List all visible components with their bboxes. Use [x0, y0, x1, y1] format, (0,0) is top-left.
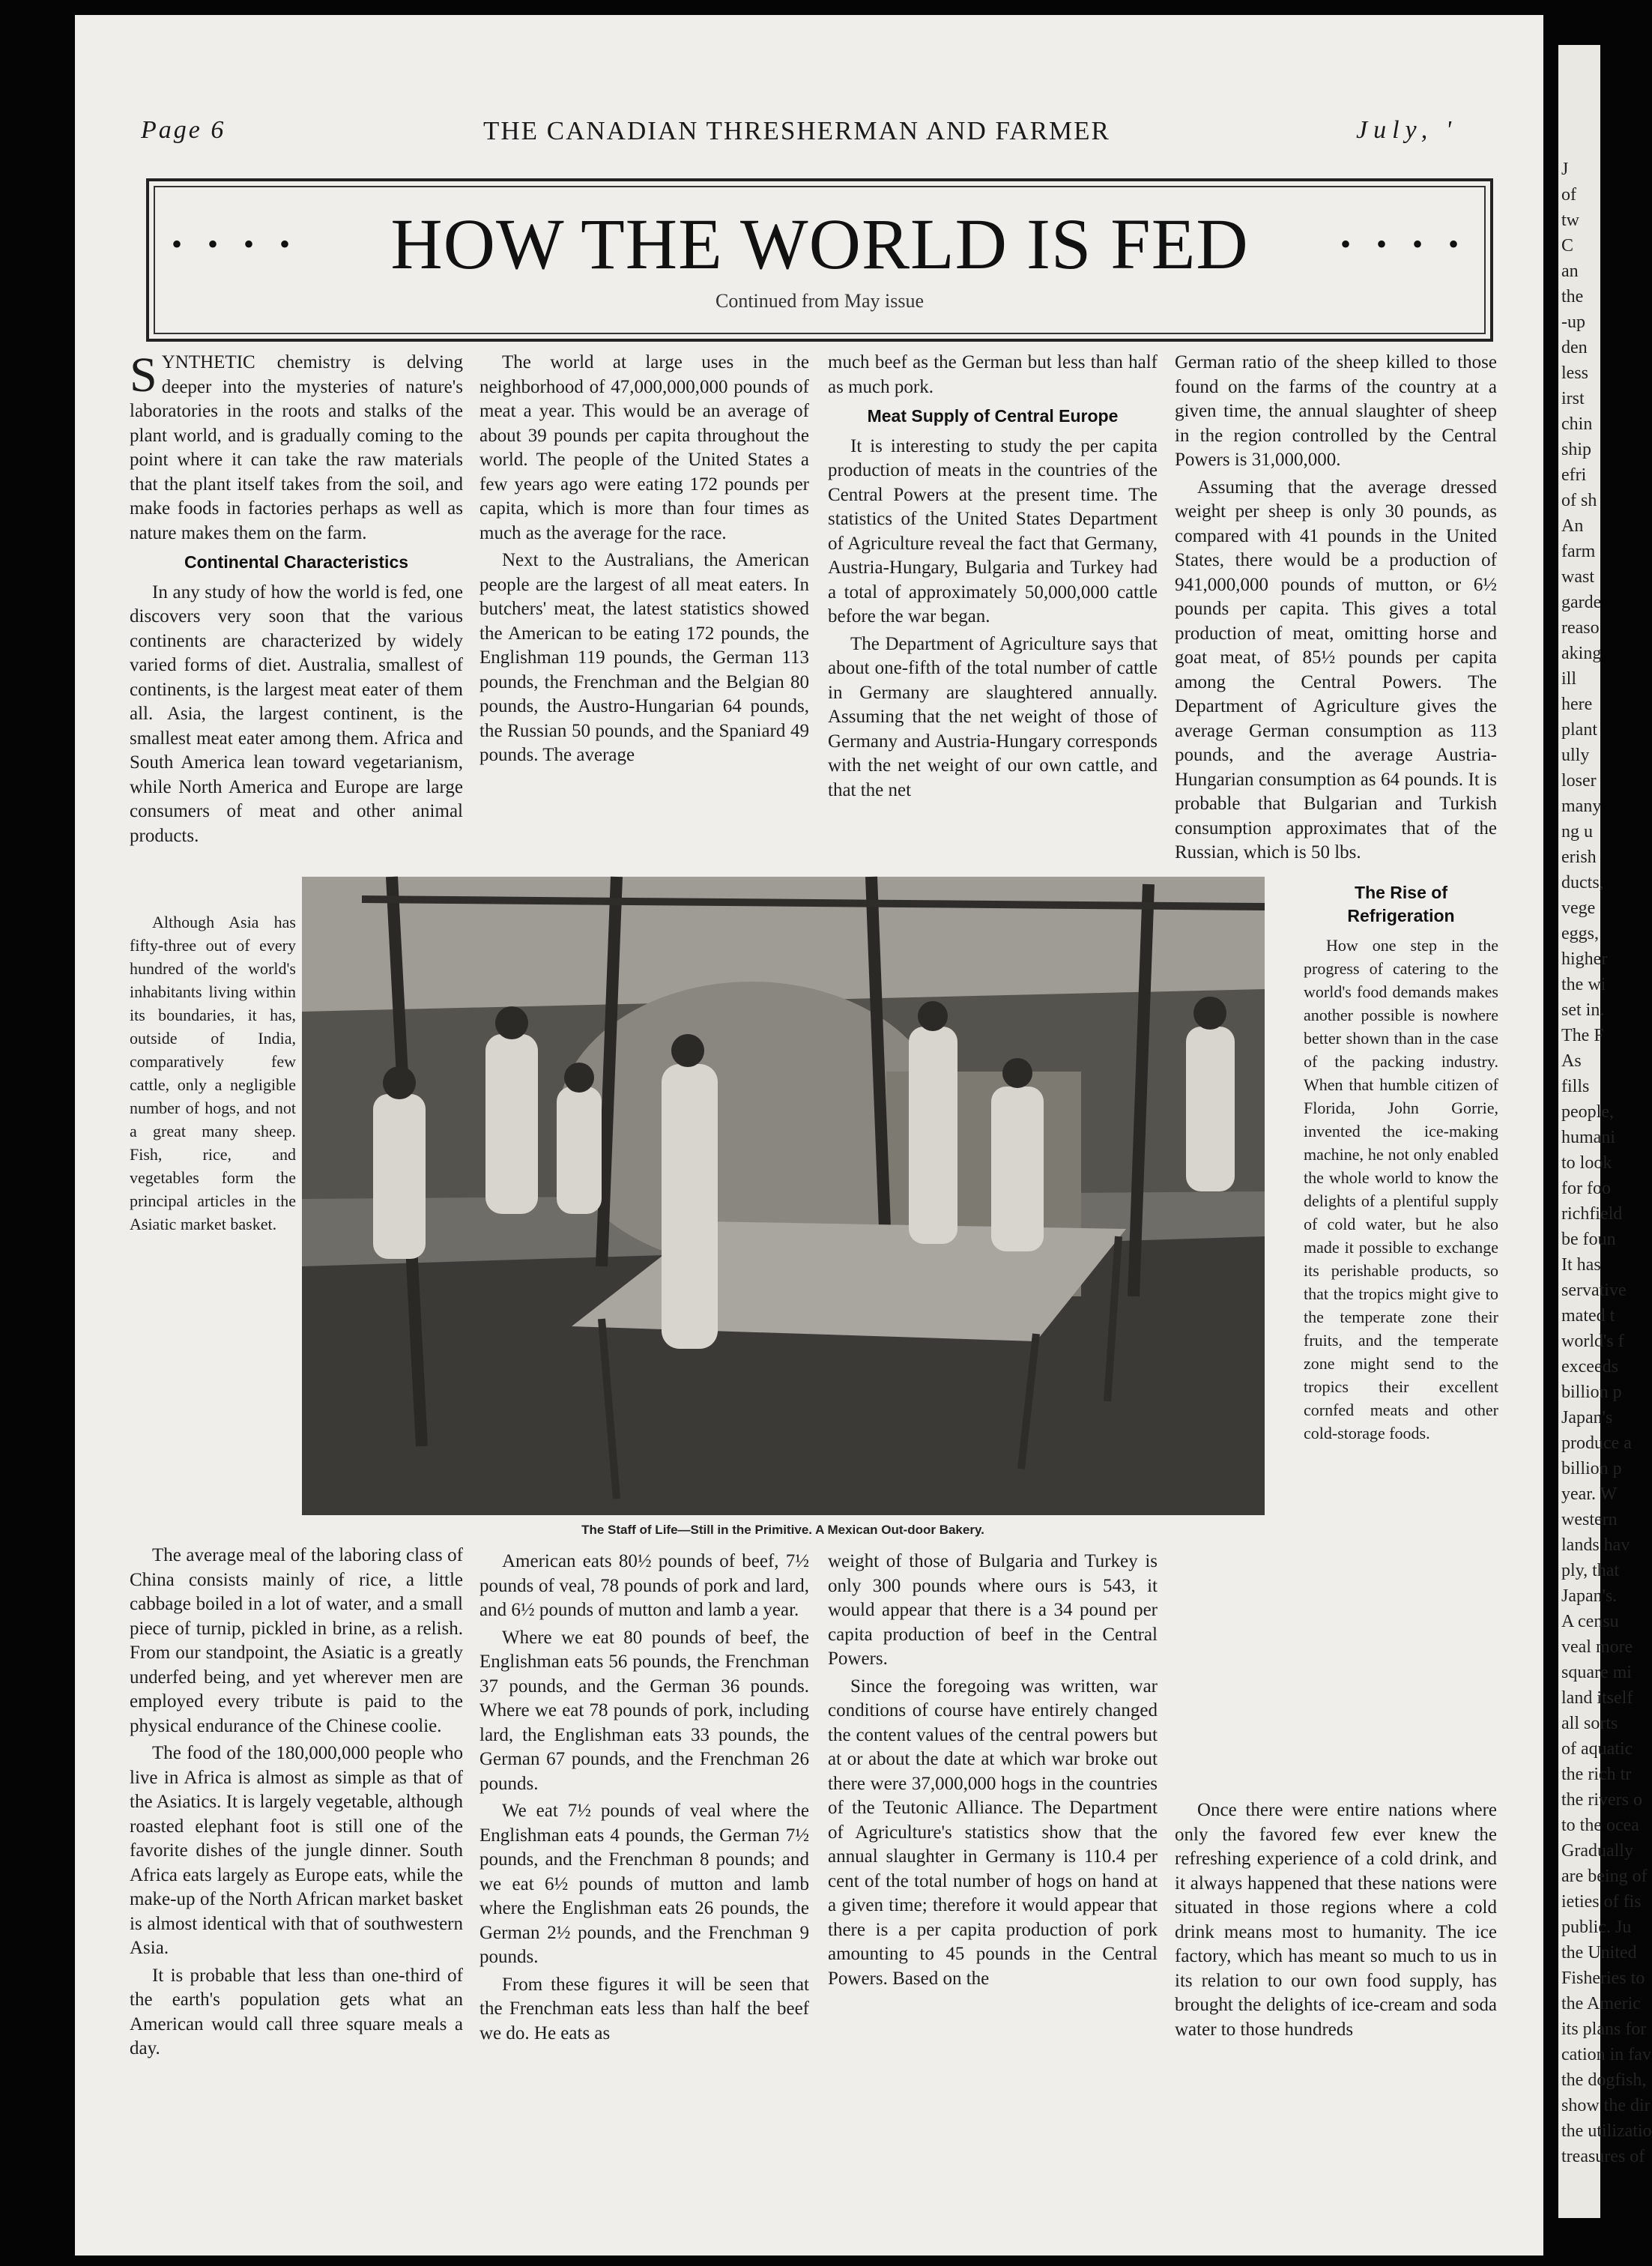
adjacent-page-line: the rich tr — [1561, 1765, 1632, 1784]
adjacent-page-line: year. W — [1561, 1484, 1618, 1504]
paragraph: Assuming that the average dressed weight per sheep is only 30 pounds, as compared with 41 pounds in the United States, there would be a production of 941,000,000 pounds of mutton, or 6½ pounds per capita. This gives a total production of meat, omitting horse and goat meat, of 85½ pounds per capita among the Central Powers. The Department of Agriculture gives the average German consumption as 113 pounds, and the average Austria-Hungarian consumption as 64 pounds. It is probable that Bulgarian and Turkish consumption approximates that of the Russian, which is 50 lbs. — [1175, 477, 1497, 862]
paragraph: American eats 80½ pounds of beef, 7½ pounds of veal, 78 pounds of pork and lard, and 6½ pounds of mutton and lamb a year. — [479, 1551, 809, 1620]
adjacent-page-line: the wi — [1561, 975, 1606, 994]
paragraph: Since the foregoing was written, war conditions of course have entirely changed the content values of the central powers but at or about the date at which war broke out there were 37,000,000 hogs in the countries of the Teutonic Alliance. The Department of Agriculture's statistics show that the annual slaughter in Germany is 110.4 per cent of the total number of hogs on hand at a given time; therefore it would appear that there is a per capita production of pork amounting to 45 pounds in the Central Powers. Based on the — [828, 1676, 1158, 1989]
paragraph: The food of the 180,000,000 people who live in Africa is almost as simple as that of the Asiatics. It is largely vegetable, although roasted elephant foot is still one of the favorite dishes of the jungle dinner. South Africa eats largely as Europe eats, while the make-up of the North African market basket is almost identical with that of southwestern Asia. — [130, 1743, 463, 1958]
adjacent-page-line: loser — [1561, 771, 1597, 791]
paragraph: Next to the Australians, the American people are the largest of all meat eaters. In butchers' meat, the latest statistics showed the American to be eating 172 pounds, the Englishman 119 pounds, the German 113 pounds, the Frenchman and the Belgian 80 pounds, the Austro-Hungarian 64 pounds, the Russian 50 pounds, and the Spaniard 49 pounds. The average — [479, 550, 809, 765]
photo-caption: The Staff of Life—Still in the Primitive. A Mexican Out-door Bakery. — [581, 1523, 984, 1537]
column-1-narrow — [130, 910, 296, 1239]
adjacent-page-line: set in. — [1561, 1000, 1605, 1020]
paragraph: YNTHETIC chemistry is delving deeper into the mysteries of nature's laboratories in the roots and stalks of the plant world, and is gradually coming to the point where it can take the raw materials that the plant itself takes from the soil, and make foods in factories perhaps as well as nature makes them on the farm. — [130, 352, 463, 543]
adjacent-page-line: ieties of fis — [1561, 1892, 1642, 1912]
paragraph: In any study of how the world is fed, one discovers very soon that the various continents are characterized by widely varied forms of diet. Australia, smallest of continents, is the largest meat eater of them all. Asia, the largest continent, is the smallest meat eater among them. Africa and South America lean toward vegetarianism, while North America and Europe are large consumers of meat and other animal products. — [130, 581, 463, 846]
subheading: Meat Supply of Central Europe — [867, 406, 1119, 426]
adjacent-page-line: erish — [1561, 848, 1597, 867]
adjacent-page-line: billion p — [1561, 1459, 1622, 1478]
adjacent-page-line: ducts, — [1561, 873, 1604, 892]
adjacent-page-line: to look — [1561, 1153, 1612, 1173]
adjacent-page-line: tw — [1561, 211, 1579, 230]
adjacent-page-line: land itself — [1561, 1688, 1633, 1708]
adjacent-page-line: square mi — [1561, 1663, 1632, 1682]
adjacent-page-line: higher — [1561, 949, 1608, 969]
adjacent-page-line: An — [1561, 516, 1584, 536]
paragraph: Where we eat 80 pounds of beef, the Englishman eats 56 pounds, the Frenchman 37 pounds, and the German 36 pounds. Where we eat 78 pounds of pork, including lard, the Englishman eats 33 pounds, the German 67 pounds, and the Frenchman 26 pounds. — [479, 1627, 809, 1794]
adjacent-page-line: the utilizatio — [1561, 2121, 1652, 2141]
drop-cap: S — [130, 348, 157, 402]
adjacent-page-line: humani — [1561, 1128, 1615, 1147]
column-1-bottom — [130, 1544, 463, 2064]
adjacent-page-line: A censu — [1561, 1612, 1619, 1631]
newspaper-page — [75, 15, 1543, 2256]
adjacent-page-line: -up — [1561, 312, 1585, 332]
adjacent-page-line: efri — [1561, 465, 1587, 485]
adjacent-page-line: the rivers o — [1561, 1790, 1642, 1810]
adjacent-page-line: ill — [1561, 669, 1577, 689]
adjacent-page-line: mated t — [1561, 1306, 1615, 1326]
adjacent-page-line: for foo — [1561, 1179, 1611, 1198]
adjacent-page-line: C — [1561, 236, 1574, 256]
adjacent-page-line: public. Ju — [1561, 1918, 1632, 1937]
paragraph: From these figures it will be seen that the Frenchman eats less than half the beef we do. He eats as — [479, 1974, 809, 2043]
adjacent-page-line: Fisheries to — [1561, 1969, 1645, 1988]
adjacent-page — [1558, 45, 1652, 2218]
adjacent-page-line: It has — [1561, 1255, 1601, 1275]
subheading: Continental Characteristics — [184, 552, 409, 572]
adjacent-page-line: J — [1561, 160, 1569, 179]
paragraph: The world at large uses in the neighborhood of 47,000,000,000 pounds of meat a year. This would be an average of about 39 pounds per capita throughout the world. The people of the United States a few years ago were eating 172 pounds per capita, which is more than four times as much as the average for the race. — [479, 352, 809, 543]
adjacent-page-line: the — [1561, 287, 1584, 306]
paragraph: Although Asia has fifty-three out of every hundred of the world's inhabitants living within its boundaries, it has, outside of India, comparatively few cattle, only a negligible number of hogs, and not a great many sheep. Fish, rice, and vegetables form the principal articles in the Asiatic market basket. — [130, 913, 296, 1233]
column-2-top — [479, 351, 809, 868]
adjacent-page-line: treasures of — [1561, 2147, 1645, 2166]
column-4-bottom — [1175, 1798, 1497, 2045]
adjacent-page-line: As — [1561, 1051, 1582, 1071]
adjacent-page-line: cation in fav — [1561, 2045, 1651, 2064]
adjacent-page-line: ship — [1561, 440, 1592, 459]
adjacent-page-line: western — [1561, 1510, 1618, 1529]
paragraph: much beef as the German but less than half as much pork. — [828, 352, 1158, 397]
adjacent-page-line: ply, that — [1561, 1561, 1620, 1580]
adjacent-page-line: the dogfish, — [1561, 2070, 1647, 2090]
adjacent-page-line: are being of — [1561, 1867, 1648, 1886]
page-number: Page 6 — [141, 116, 226, 144]
adjacent-page-line: wast — [1561, 567, 1594, 587]
paragraph: weight of those of Bulgaria and Turkey is only 300 pounds where ours is 543, it would appear that there is a 34 pound per capita production of beef in the Central Powers. — [828, 1551, 1158, 1669]
ornament-dots-right: • • • • — [1340, 227, 1468, 261]
issue-date: July, ' — [1356, 116, 1458, 144]
headline-box — [146, 178, 1493, 342]
adjacent-page-line: an — [1561, 262, 1579, 281]
ornament-dots-left: • • • • — [172, 227, 300, 261]
adjacent-page-line: garde — [1561, 593, 1602, 612]
adjacent-page-line: people, — [1561, 1102, 1614, 1122]
column-3-bottom — [828, 1550, 1158, 1994]
adjacent-page-line: its plans for — [1561, 2019, 1647, 2039]
adjacent-page-line: billion p — [1561, 1383, 1622, 1402]
column-1-top — [130, 348, 463, 851]
adjacent-page-line: den — [1561, 338, 1588, 357]
adjacent-page-line: The F — [1561, 1026, 1604, 1045]
adjacent-page-line: irst — [1561, 389, 1585, 408]
paragraph: The average meal of the laboring class of China consists mainly of rice, a little cabbage boiled in a lot of water, and a small piece of turnip, pickled in brine, as a relish. From our standpoint, the Asiatic is a greatly underfed being, and yet wherever men are employed every tribute is paid to the physical endurance of the Chinese coolie. — [130, 1545, 463, 1736]
adjacent-page-line: fills — [1561, 1077, 1590, 1096]
adjacent-page-line: show the dir — [1561, 2096, 1651, 2115]
adjacent-page-line: aking — [1561, 644, 1602, 663]
paragraph: We eat 7½ pounds of veal where the Englishman eats 4 pounds, the German 7½ pounds, and the Frenchman 8 pounds; and we eat 6½ pounds of mutton and lamb where the Englishman eats 26 pounds, the German 2½ pounds, and the Frenchman 9 pounds. — [479, 1801, 809, 1967]
adjacent-page-line: the Americ — [1561, 1994, 1641, 2013]
adjacent-page-line: all sorts — [1561, 1714, 1618, 1733]
column-2-bottom — [479, 1550, 809, 2049]
adjacent-page-line: of sh — [1561, 491, 1597, 510]
adjacent-page-line: exceeds — [1561, 1357, 1618, 1377]
paragraph: The Department of Agriculture says that about one-fifth of the total number of cattle in Germany are slaughtered annually. Assuming that the net weight of those of Germany and Austria-Hungary corresponds with the net weight of our own cattle, and that the net — [828, 633, 1158, 800]
headline: HOW THE WORLD IS FED — [390, 204, 1249, 284]
adjacent-page-line: veal more — [1561, 1637, 1633, 1657]
adjacent-page-line: reaso — [1561, 618, 1600, 638]
paragraph: It is probable that less than one-third of the earth's population gets what an American would call three square meals a day. — [130, 1965, 463, 2058]
adjacent-page-line: plant — [1561, 720, 1597, 740]
adjacent-page-line: chin — [1561, 414, 1593, 434]
adjacent-page-line: farm — [1561, 542, 1596, 561]
adjacent-page-line: world's f — [1561, 1332, 1624, 1351]
column-4-narrow — [1304, 877, 1498, 1559]
adjacent-page-line: Japan's — [1561, 1408, 1613, 1427]
adjacent-page-line: vege — [1561, 898, 1596, 918]
bakery-photograph — [302, 877, 1265, 1515]
paragraph: It is interesting to study the per capita production of meats in the countries of the Central Powers at the present time. The statistics of the United States Department of Agriculture reveal the fact that Germany, Austria-Hungary, Bulgaria and Turkey had a total of approximately 50,000,000 cattle before the war began. — [828, 435, 1158, 626]
column-3-top — [828, 351, 1158, 868]
adjacent-page-line: ully — [1561, 746, 1590, 765]
paragraph: German ratio of the sheep killed to those found on the farms of the country at a given time, the annual slaughter of sheep in the region controlled by the Central Powers is 31,000,000. — [1175, 352, 1497, 470]
adjacent-page-line: Gradually — [1561, 1841, 1633, 1861]
paragraph: How one step in the progress of catering to the world's food demands makes another possible is nowhere better shown than in the case of the packing industry. When that humble citizen of Florida, John Gorrie, invented the ice-making machine, he not only enabled the whole world to know the delights of a plentiful supply of cold water, but he also made it possible to exchange its perishable products, so that the tropics might give to the temperate zone their fruits, and the temperate zone might send to the tropics their excellent cornfed meats and other cold-storage foods. — [1304, 936, 1498, 1442]
adjacent-page-line: richfield — [1561, 1204, 1623, 1224]
photo-illustration — [302, 877, 1265, 1515]
journal-title: THE CANADIAN THRESHERMAN AND FARMER — [483, 116, 1110, 145]
adjacent-page-line: produce a — [1561, 1433, 1632, 1453]
adjacent-page-line: ng u — [1561, 822, 1593, 842]
adjacent-page-line: be foun — [1561, 1230, 1616, 1249]
adjacent-page-line: the United — [1561, 1943, 1637, 1963]
adjacent-page-line: many — [1561, 797, 1602, 816]
adjacent-page-line: Japan's. — [1561, 1586, 1618, 1606]
paragraph: Once there were entire nations where only the favored few ever knew the refreshing experience of a cold drink, and it always happened that these nations were situated in those regions where a cold drink means most to humanity. The ice factory, which has meant so much to us in its relation to our own food supply, has brought the delights of ice-cream and soda water to those hundreds — [1175, 1800, 1497, 2040]
adjacent-page-line: of aquatic — [1561, 1739, 1633, 1759]
adjacent-page-line: of — [1561, 185, 1576, 205]
adjacent-page-line: less — [1561, 363, 1588, 383]
adjacent-page-line: lands hav — [1561, 1535, 1630, 1555]
adjacent-page-line: servative — [1561, 1281, 1627, 1300]
subhead: Continued from May issue — [715, 290, 925, 312]
adjacent-page-line: to the ocea — [1561, 1816, 1639, 1835]
adjacent-page-line: here — [1561, 695, 1593, 714]
column-4-top — [1175, 351, 1497, 868]
subheading: The Rise of Refrigeration — [1347, 883, 1455, 925]
adjacent-page-line: eggs, — [1561, 924, 1599, 943]
